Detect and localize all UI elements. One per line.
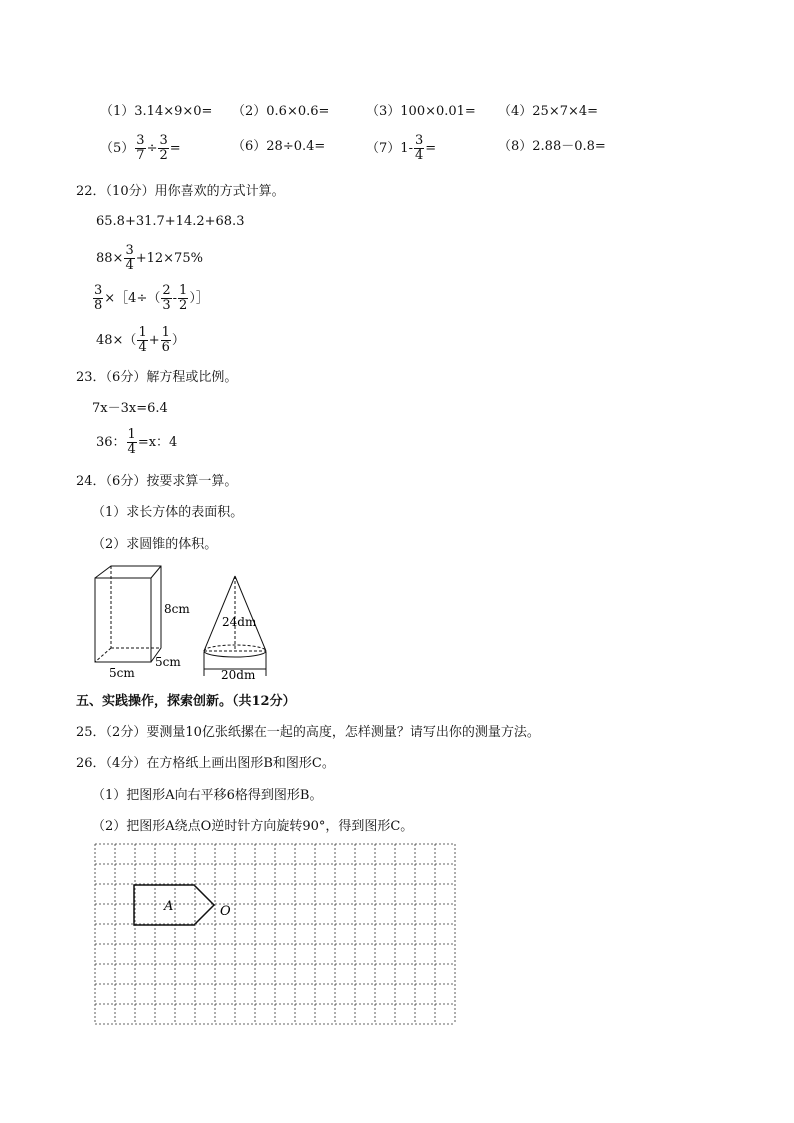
shape-a-label: A: [164, 899, 174, 914]
shape-a: [134, 885, 214, 925]
cone-diameter-label: 20dm: [221, 668, 256, 682]
q22-expr-2: 88× $\frac{3}{4}$ +12×75%: [96, 243, 203, 273]
section-five-heading: 五、实践操作，探索创新。（共12分）: [76, 694, 296, 709]
solid-figures: [85, 560, 285, 682]
q25-title: 25．（2分）要测量10亿张纸摞在一起的高度，怎样测量？请写出你的测量方法。: [76, 725, 540, 740]
q26-title: 26．（4分）在方格纸上画出图形B和图形C。: [76, 756, 335, 771]
q22-title: 22．（10分）用你喜欢的方式计算。: [76, 184, 285, 199]
cuboid-figure: [95, 566, 161, 662]
cuboid-height-label: 8cm: [164, 602, 190, 616]
q21-item-6: （6）28÷0.4=: [232, 139, 326, 154]
q21-item-5: （5） $\frac{3}{7}$ ÷ $\frac{3}{2}$ =: [100, 133, 181, 163]
q21-item-3: （3）100×0.01=: [366, 104, 476, 119]
q23-title: 23．（6分）解方程或比例。: [76, 370, 238, 385]
cone-height-label: 24dm: [222, 615, 257, 629]
q22-expr-4: 48×（ $\frac{1}{4}$ + $\frac{1}{6}$ ）: [96, 325, 185, 355]
q21-item-1: （1）3.14×9×0=: [100, 104, 213, 119]
q22-expr-3: $\frac{3}{8}$ ×［4÷（ $\frac{2}{3}$ - $\frac{1}{2}$ ）］: [94, 283, 209, 313]
q24-title: 24．（6分）按要求算一算。: [76, 474, 238, 489]
q26-sub-2: （2）把图形A绕点O逆时针方向旋转90°，得到图形C。: [92, 819, 414, 834]
cuboid-depth-label: 5cm: [155, 655, 181, 669]
q21-item-2: （2）0.6×0.6=: [232, 104, 330, 119]
q26-sub-1: （1）把图形A向右平移6格得到图形B。: [92, 788, 323, 803]
grid-paper[interactable]: [94, 843, 456, 1027]
point-o-label: O: [220, 904, 231, 919]
q21-item-7: （7） 1 - $\frac{3}{4}$ =: [366, 133, 437, 163]
q22-expr-1: 65.8+31.7+14.2+68.3: [96, 214, 245, 229]
cuboid-width-label: 5cm: [109, 666, 135, 680]
q23-expr-2: 36： $\frac{1}{4}$ =x：4: [96, 427, 178, 457]
q24-sub-1: （1）求长方体的表面积。: [92, 505, 244, 520]
q21-item-4: （4）25×7×4=: [498, 104, 599, 119]
q24-sub-2: （2）求圆锥的体积。: [92, 537, 218, 552]
q23-expr-1: 7x－3x=6.4: [92, 401, 168, 416]
q21-item-8: （8）2.88－0.8=: [498, 139, 606, 154]
